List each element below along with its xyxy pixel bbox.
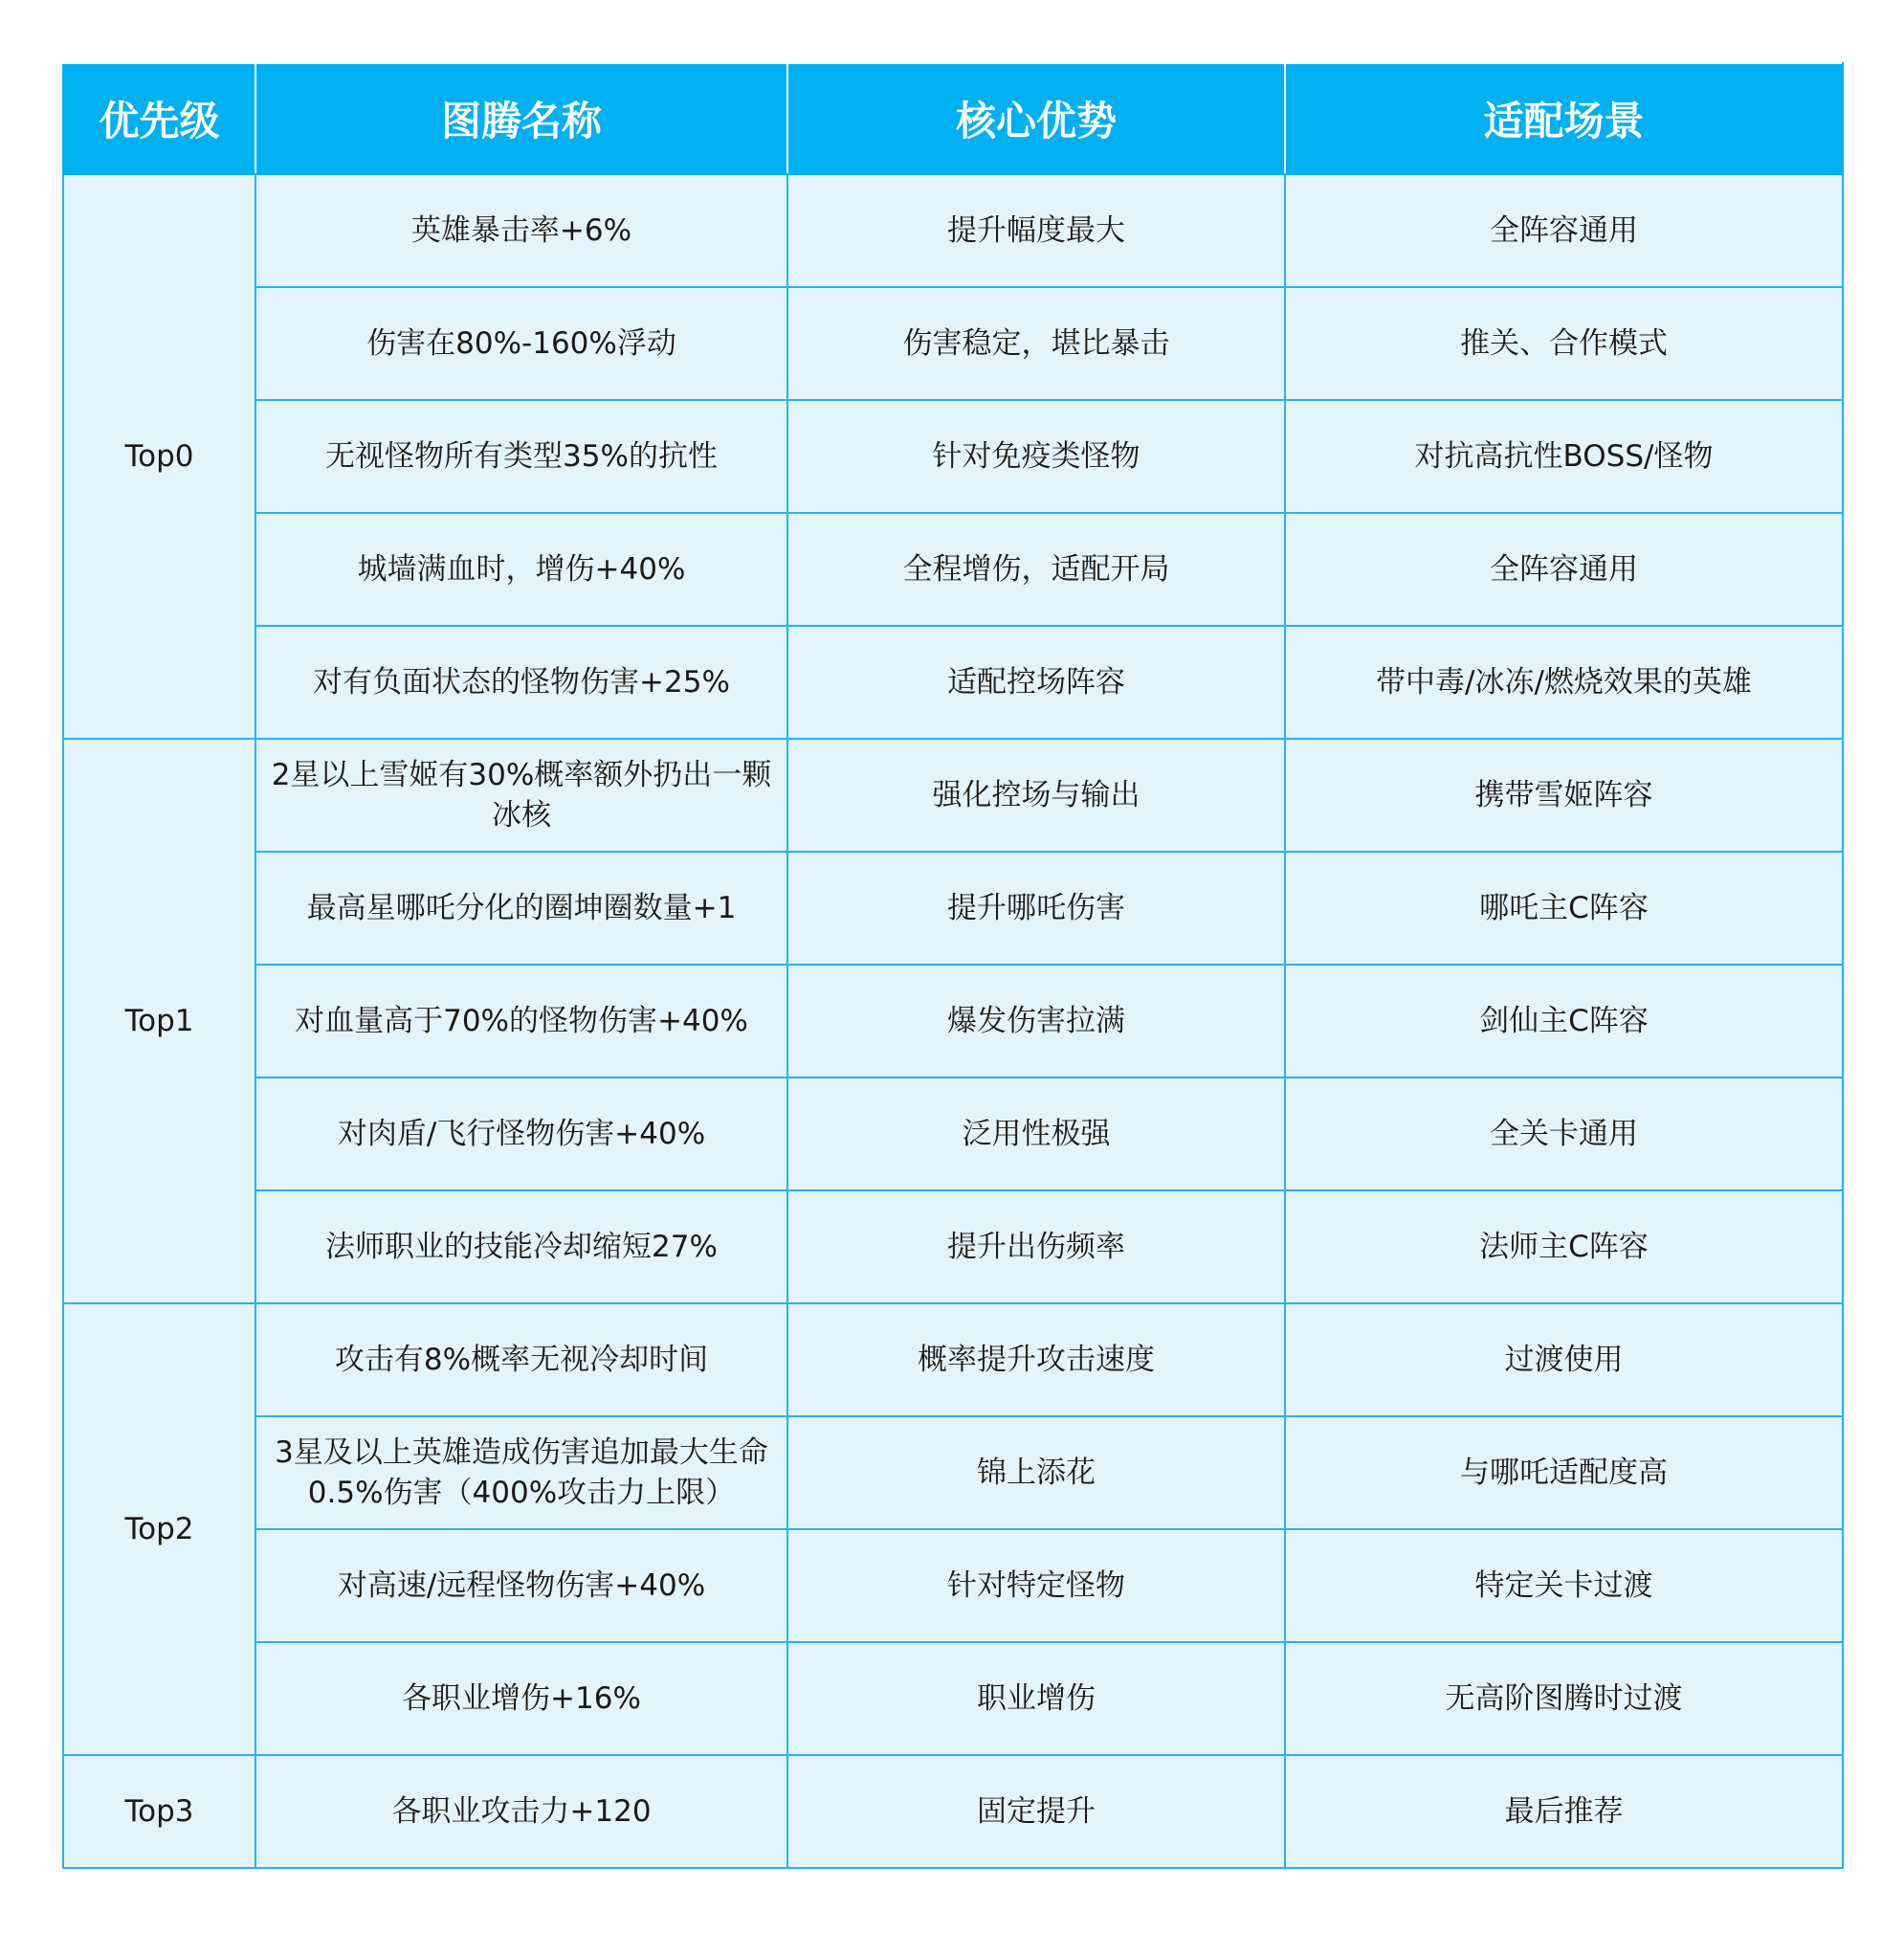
scene-cell: 推关、合作模式 — [1285, 287, 1843, 400]
scene-cell: 与哪吒适配度高 — [1285, 1416, 1843, 1529]
advantage-cell: 针对特定怪物 — [787, 1529, 1285, 1642]
table-row — [63, 1303, 1843, 1416]
advantage-cell: 锦上添花 — [787, 1416, 1285, 1529]
table-row — [63, 1190, 1843, 1303]
totem-name-cell: 对有负面状态的怪物伤害+25% — [255, 626, 787, 739]
advantage-cell: 爆发伤害拉满 — [787, 965, 1285, 1078]
table-row — [63, 1755, 1843, 1868]
advantage-cell: 固定提升 — [787, 1755, 1285, 1868]
advantage-cell: 适配控场阵容 — [787, 626, 1285, 739]
header-totem-name: 图腾名称 — [255, 63, 787, 174]
totem-name-cell: 对血量高于70%的怪物伤害+40% — [255, 965, 787, 1078]
table-row — [63, 1078, 1843, 1190]
totem-priority-table — [62, 62, 1844, 1869]
scene-cell: 哪吒主C阵容 — [1285, 852, 1843, 965]
table-row — [63, 1529, 1843, 1642]
table-row — [63, 852, 1843, 965]
advantage-cell: 提升哪吒伤害 — [787, 852, 1285, 965]
header-priority: 优先级 — [63, 63, 255, 174]
header-core-advantage: 核心优势 — [787, 63, 1285, 174]
scene-cell: 无高阶图腾时过渡 — [1285, 1642, 1843, 1755]
table-row — [63, 1642, 1843, 1755]
table-row — [63, 626, 1843, 739]
priority-cell: Top0 — [63, 174, 255, 739]
scene-cell: 特定关卡过渡 — [1285, 1529, 1843, 1642]
scene-cell: 带中毒/冰冻/燃烧效果的英雄 — [1285, 626, 1843, 739]
scene-cell: 剑仙主C阵容 — [1285, 965, 1843, 1078]
advantage-cell: 强化控场与输出 — [787, 739, 1285, 852]
totem-name-cell: 无视怪物所有类型35%的抗性 — [255, 400, 787, 513]
totem-name-cell: 3星及以上英雄造成伤害追加最大生命0.5%伤害（400%攻击力上限） — [255, 1416, 787, 1529]
table-row — [63, 513, 1843, 626]
header-row — [63, 63, 1843, 174]
table-header — [63, 63, 1843, 174]
advantage-cell: 伤害稳定，堪比暴击 — [787, 287, 1285, 400]
table-body — [63, 174, 1843, 1868]
priority-cell: Top1 — [63, 739, 255, 1303]
scene-cell: 全阵容通用 — [1285, 174, 1843, 287]
totem-name-cell: 城墙满血时，增伤+40% — [255, 513, 787, 626]
table-row — [63, 400, 1843, 513]
advantage-cell: 泛用性极强 — [787, 1078, 1285, 1190]
table-row — [63, 1416, 1843, 1529]
priority-cell: Top3 — [63, 1755, 255, 1868]
scene-cell: 法师主C阵容 — [1285, 1190, 1843, 1303]
advantage-cell: 概率提升攻击速度 — [787, 1303, 1285, 1416]
scene-cell: 最后推荐 — [1285, 1755, 1843, 1868]
priority-cell: Top2 — [63, 1303, 255, 1755]
totem-name-cell: 对高速/远程怪物伤害+40% — [255, 1529, 787, 1642]
totem-name-cell: 伤害在80%-160%浮动 — [255, 287, 787, 400]
table-row — [63, 739, 1843, 852]
advantage-cell: 针对免疫类怪物 — [787, 400, 1285, 513]
totem-name-cell: 最高星哪吒分化的圈坤圈数量+1 — [255, 852, 787, 965]
scene-cell: 全关卡通用 — [1285, 1078, 1843, 1190]
scene-cell: 过渡使用 — [1285, 1303, 1843, 1416]
totem-name-cell: 英雄暴击率+6% — [255, 174, 787, 287]
scene-cell: 全阵容通用 — [1285, 513, 1843, 626]
scene-cell: 携带雪姬阵容 — [1285, 739, 1843, 852]
totem-name-cell: 对肉盾/飞行怪物伤害+40% — [255, 1078, 787, 1190]
table-row — [63, 174, 1843, 287]
totem-priority-table-container — [62, 62, 1842, 1869]
totem-name-cell: 各职业攻击力+120 — [255, 1755, 787, 1868]
table-row — [63, 965, 1843, 1078]
scene-cell: 对抗高抗性BOSS/怪物 — [1285, 400, 1843, 513]
totem-name-cell: 2星以上雪姬有30%概率额外扔出一颗冰核 — [255, 739, 787, 852]
table-row — [63, 287, 1843, 400]
totem-name-cell: 各职业增伤+16% — [255, 1642, 787, 1755]
advantage-cell: 提升幅度最大 — [787, 174, 1285, 287]
advantage-cell: 提升出伤频率 — [787, 1190, 1285, 1303]
totem-name-cell: 攻击有8%概率无视冷却时间 — [255, 1303, 787, 1416]
totem-name-cell: 法师职业的技能冷却缩短27% — [255, 1190, 787, 1303]
advantage-cell: 职业增伤 — [787, 1642, 1285, 1755]
advantage-cell: 全程增伤，适配开局 — [787, 513, 1285, 626]
header-suitable-scene: 适配场景 — [1285, 63, 1843, 174]
